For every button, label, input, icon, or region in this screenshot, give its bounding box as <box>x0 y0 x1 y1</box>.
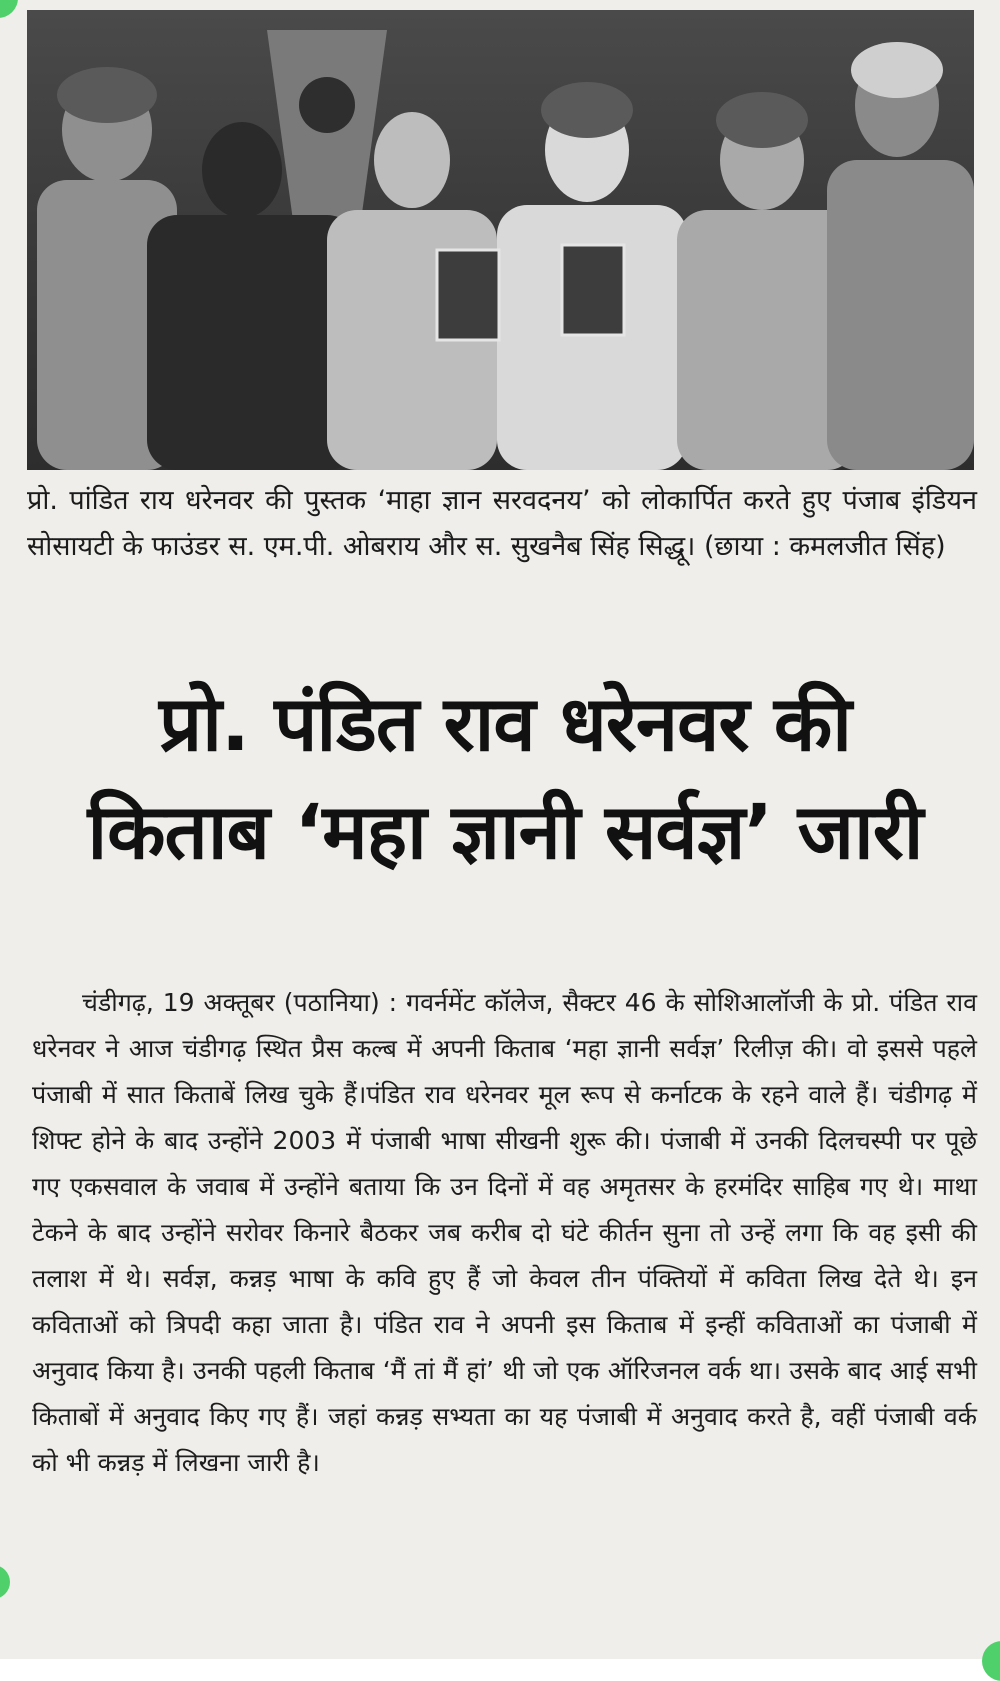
green-marker-dot <box>982 1641 1000 1681</box>
green-marker-dot <box>0 1565 10 1599</box>
headline-line-2: किताब ‘महा ज्ञानी सर्वज्ञ’ जारी <box>87 787 923 876</box>
green-marker-dot <box>0 0 18 18</box>
group-photo <box>27 10 974 470</box>
article-paragraph: चंडीगढ़, 19 अक्तूबर (पठानिया) : गवर्नमेंट कॉलेज, सैक्टर 46 के सोशिआलॉजी के प्रो. पंडित राव धरेनवर ने आज चंडीगढ़ स्थित प्रैस कल्ब में अपनी किताब ‘महा ज्ञानी सर्वज्ञ’ रिलीज़ की। वो इससे पहले पंजाबी में सात किताबें लिख चुके हैं।पंडित राव धरेनवर मूल रूप से कर्नाटक के रहने वाले हैं। चंडीगढ़ में शिफ्ट होने के बाद उन्होंने 2003 में पंजाबी भाषा सीखनी शुरू की। पंजाबी में उनकी दिलचस्पी पर पूछे गए एकसवाल के जवाब में उन्होंने बताया कि उन दिनों में वह अमृतसर के हरमंदिर साहिब गए थे। माथा टेकने के बाद उन्होंने सरोवर किनारे बैठकर जब करीब दो घंटे कीर्तन सुना तो उन्हें लगा कि वह इसी की तलाश में थे। सर्वज्ञ, कन्नड़ भाषा के कवि हुए हैं जो केवल तीन पंक्तियों में कविता लिख देते थे। इन कविताओं को त्रिपदी कहा जाता है। पंडित राव ने अपनी इस किताब में इन्हीं कविताओं का पंजाबी में अनुवाद किया है। उनकी पहली किताब ‘मैं तां मैं हां’ थी जो एक ऑरिजनल वर्क था। उसके बाद आई सभी किताबों में अनुवाद किए गए हैं। जहां कन्नड़ सभ्यता का यह पंजाबी में अनुवाद करते है, वहीं पंजाबी वर्क को भी कन्नड़ में लिखना जारी है। <box>32 988 977 1477</box>
article-body <box>32 980 977 1486</box>
headline-line-1: प्रो. पंडित राव धरेनवर की <box>159 679 851 768</box>
headline <box>40 670 970 886</box>
group-photo-icon <box>27 10 974 470</box>
photo-caption: प्रो. पांडित राय धरेनवर की पुस्तक ‘माहा ज्ञान सरवदनय’ को लोकार्पित करते हुए पंजाब इंडियन सोसायटी के फाउंडर स. एम.पी. ओबराय और स. सुखनैब सिंह सिद्धू। (छाया : कमलजीत सिंह) <box>27 485 977 562</box>
